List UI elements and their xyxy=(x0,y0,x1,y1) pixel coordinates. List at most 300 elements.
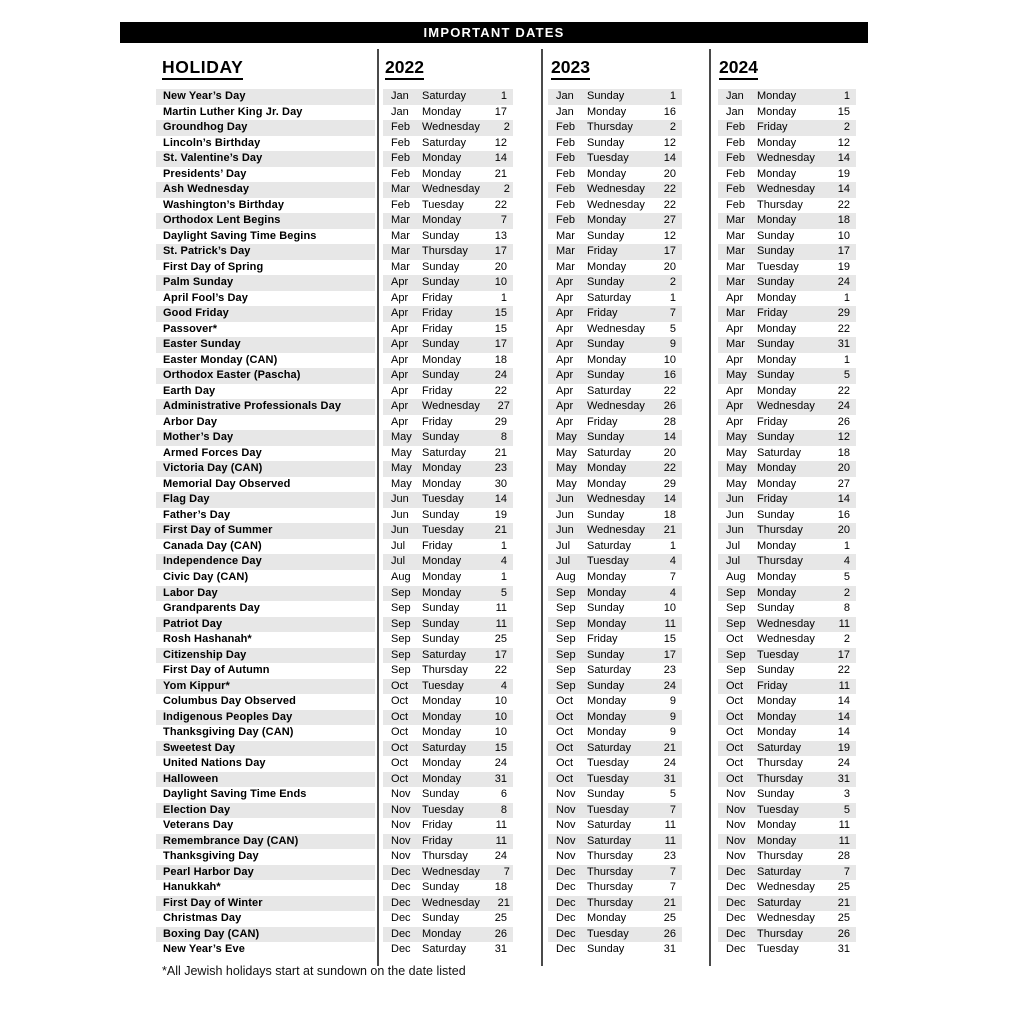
weekday-value: Sunday xyxy=(587,276,625,289)
holiday-name: Memorial Day Observed xyxy=(163,477,291,490)
weekday-value: Wednesday xyxy=(757,633,815,646)
weekday-value: Thursday xyxy=(757,524,803,537)
weekday-value: Sunday xyxy=(422,229,460,242)
month-value: Sep xyxy=(556,648,576,661)
weekday-value: Monday xyxy=(422,757,462,770)
date-cell-2024 xyxy=(718,415,856,431)
month-value: Oct xyxy=(726,710,744,723)
day-value: 10 xyxy=(837,229,850,242)
date-cell-2022 xyxy=(383,167,513,183)
weekday-value: Monday xyxy=(587,617,627,630)
date-cell-2023 xyxy=(548,632,682,648)
month-value: Dec xyxy=(391,881,411,894)
weekday-value: Saturday xyxy=(587,664,632,677)
date-cell-2024 xyxy=(718,679,856,695)
month-value: Sep xyxy=(726,664,746,677)
month-value: Mar xyxy=(556,245,575,258)
date-cell-2023 xyxy=(548,617,682,633)
date-cell-2023 xyxy=(548,492,682,508)
day-value: 14 xyxy=(837,726,850,739)
date-cell-2022 xyxy=(383,772,513,788)
month-value: Mar xyxy=(391,214,410,227)
weekday-value: Monday xyxy=(757,477,797,490)
year-column-header-2022: 2022 xyxy=(385,57,424,80)
weekday-value: Tuesday xyxy=(587,803,629,816)
holiday-name: Yom Kippur* xyxy=(156,679,375,695)
month-value: May xyxy=(556,446,577,459)
weekday-value: Friday xyxy=(587,307,618,320)
month-value: Apr xyxy=(556,384,574,397)
day-value: 20 xyxy=(663,167,676,180)
date-cell-2023 xyxy=(548,554,682,570)
weekday-value: Saturday xyxy=(757,741,802,754)
month-value: Nov xyxy=(391,803,411,816)
month-value: Feb xyxy=(556,121,575,134)
day-value: 17 xyxy=(494,105,507,118)
holiday-name: Halloween xyxy=(156,772,375,788)
date-cell-2024 xyxy=(718,213,856,229)
table-row xyxy=(120,306,868,322)
day-value: 31 xyxy=(494,772,507,785)
year-column-header-2024: 2024 xyxy=(719,57,758,80)
date-cell-2023 xyxy=(548,927,682,943)
weekday-value: Wednesday xyxy=(757,183,815,196)
day-value: 1 xyxy=(500,291,507,304)
weekday-value: Monday xyxy=(587,353,627,366)
day-value: 18 xyxy=(494,353,507,366)
day-value: 21 xyxy=(663,524,676,537)
date-cell-2024 xyxy=(718,368,856,384)
date-cell-2023 xyxy=(548,105,682,121)
date-cell-2023 xyxy=(548,446,682,462)
month-value: Jun xyxy=(726,508,744,521)
day-value: 12 xyxy=(663,229,676,242)
date-cell-2022 xyxy=(383,182,513,198)
date-cell-2022 xyxy=(383,89,513,105)
date-cell-2023 xyxy=(548,663,682,679)
day-value: 1 xyxy=(500,90,507,102)
day-value: 7 xyxy=(843,865,850,878)
weekday-value: Tuesday xyxy=(757,803,799,816)
day-value: 7 xyxy=(500,214,507,227)
table-row xyxy=(120,399,868,415)
weekday-value: Saturday xyxy=(422,648,467,661)
date-cell-2022 xyxy=(383,446,513,462)
date-cell-2024 xyxy=(718,399,856,415)
holiday-name: Patriot Day xyxy=(156,617,375,633)
month-value: Dec xyxy=(726,881,746,894)
page-title: IMPORTANT DATES xyxy=(423,25,565,40)
date-cell-2023 xyxy=(548,384,682,400)
weekday-value: Thursday xyxy=(757,850,803,863)
day-value: 10 xyxy=(494,276,507,289)
weekday-value: Wednesday xyxy=(422,896,480,909)
month-value: Nov xyxy=(726,834,746,847)
weekday-value: Sunday xyxy=(757,369,795,382)
weekday-value: Monday xyxy=(422,570,462,583)
date-cell-2024 xyxy=(718,384,856,400)
date-cell-2022 xyxy=(383,632,513,648)
table-row xyxy=(120,834,868,850)
month-value: Sep xyxy=(391,664,411,677)
holiday-column-header: HOLIDAY xyxy=(162,57,243,80)
holiday-name: Christmas Day xyxy=(163,912,242,925)
holiday-name: Ash Wednesday xyxy=(156,182,375,198)
day-value: 24 xyxy=(494,850,507,863)
weekday-value: Monday xyxy=(422,927,462,940)
weekday-value: Thursday xyxy=(587,881,633,894)
weekday-value: Sunday xyxy=(757,229,795,242)
month-value: Nov xyxy=(391,850,411,863)
date-cell-2024 xyxy=(718,477,856,493)
table-row xyxy=(120,679,868,695)
month-value: Feb xyxy=(556,136,575,149)
table-row xyxy=(120,927,868,943)
day-value: 15 xyxy=(494,741,507,754)
date-cell-2024 xyxy=(718,508,856,524)
holiday-name: Mother’s Day xyxy=(156,430,375,446)
year-column-header-2023: 2023 xyxy=(551,57,590,80)
month-value: Nov xyxy=(726,819,746,832)
day-value: 14 xyxy=(837,493,850,506)
date-cell-2022 xyxy=(383,430,513,446)
weekday-value: Saturday xyxy=(587,741,632,754)
holiday-name: Labor Day xyxy=(156,586,375,602)
weekday-value: Tuesday xyxy=(587,927,629,940)
table-row xyxy=(120,89,868,105)
weekday-value: Friday xyxy=(422,384,453,397)
date-cell-2024 xyxy=(718,492,856,508)
date-cell-2023 xyxy=(548,430,682,446)
date-cell-2024 xyxy=(718,306,856,322)
day-value: 17 xyxy=(663,245,676,258)
day-value: 20 xyxy=(837,462,850,475)
table-row xyxy=(120,275,868,291)
month-value: Apr xyxy=(726,384,744,397)
holiday-name: Presidents’ Day xyxy=(163,167,247,180)
date-cell-2024 xyxy=(718,834,856,850)
month-value: Jul xyxy=(391,555,406,568)
day-value: 17 xyxy=(494,245,507,258)
weekday-value: Sunday xyxy=(422,881,460,894)
weekday-value: Monday xyxy=(587,214,627,227)
table-row xyxy=(120,663,868,679)
month-value: Sep xyxy=(556,664,576,677)
weekday-value: Monday xyxy=(587,726,627,739)
weekday-value: Wednesday xyxy=(587,183,645,196)
date-cell-2023 xyxy=(548,89,682,105)
weekday-value: Monday xyxy=(587,477,627,490)
month-value: Apr xyxy=(556,338,574,351)
table-row xyxy=(120,182,868,198)
month-value: Jan xyxy=(391,105,409,118)
date-cell-2023 xyxy=(548,803,682,819)
month-value: Nov xyxy=(391,788,411,801)
date-cell-2024 xyxy=(718,105,856,121)
day-value: 23 xyxy=(494,462,507,475)
month-value: Feb xyxy=(726,121,745,134)
weekday-value: Monday xyxy=(757,462,797,475)
day-value: 11 xyxy=(838,819,850,832)
date-cell-2022 xyxy=(383,291,513,307)
weekday-value: Sunday xyxy=(422,602,460,615)
month-value: Apr xyxy=(391,307,409,320)
month-value: Jun xyxy=(391,493,409,506)
month-value: Jul xyxy=(726,539,741,552)
weekday-value: Friday xyxy=(422,819,453,832)
weekday-value: Wednesday xyxy=(587,524,645,537)
date-cell-2024 xyxy=(718,198,856,214)
date-cell-2023 xyxy=(548,849,682,865)
weekday-value: Tuesday xyxy=(422,524,464,537)
month-value: Mar xyxy=(391,245,410,258)
month-value: Feb xyxy=(556,183,575,196)
month-value: Apr xyxy=(391,338,409,351)
date-cell-2024 xyxy=(718,291,856,307)
weekday-value: Saturday xyxy=(587,446,632,459)
month-value: Oct xyxy=(391,726,409,739)
day-value: 21 xyxy=(837,896,850,909)
weekday-value: Friday xyxy=(422,291,453,304)
weekday-value: Sunday xyxy=(587,679,625,692)
date-cell-2022 xyxy=(383,834,513,850)
weekday-value: Monday xyxy=(422,772,462,785)
month-value: Dec xyxy=(391,865,411,878)
month-value: Apr xyxy=(391,369,409,382)
month-value: Feb xyxy=(391,167,410,180)
date-cell-2023 xyxy=(548,601,682,617)
day-value: 14 xyxy=(494,493,507,506)
day-value: 27 xyxy=(497,400,510,413)
date-cell-2024 xyxy=(718,787,856,803)
table-row xyxy=(120,384,868,400)
day-value: 12 xyxy=(837,136,850,149)
day-value: 29 xyxy=(837,307,850,320)
day-value: 30 xyxy=(494,477,507,490)
date-cell-2022 xyxy=(383,399,513,415)
day-value: 19 xyxy=(837,741,850,754)
table-row xyxy=(120,539,868,555)
date-cell-2022 xyxy=(383,539,513,555)
date-cell-2024 xyxy=(718,523,856,539)
weekday-value: Friday xyxy=(757,415,788,428)
date-cell-2023 xyxy=(548,710,682,726)
date-cell-2022 xyxy=(383,710,513,726)
day-value: 9 xyxy=(669,695,676,708)
month-value: Apr xyxy=(391,322,409,335)
weekday-value: Saturday xyxy=(422,741,467,754)
day-value: 15 xyxy=(663,633,676,646)
date-cell-2023 xyxy=(548,679,682,695)
day-value: 9 xyxy=(669,726,676,739)
day-value: 10 xyxy=(663,602,676,615)
table-row xyxy=(120,570,868,586)
weekday-value: Wednesday xyxy=(587,198,645,211)
month-value: Feb xyxy=(556,214,575,227)
table-row xyxy=(120,896,868,912)
day-value: 27 xyxy=(663,214,676,227)
weekday-value: Monday xyxy=(422,152,462,165)
day-value: 12 xyxy=(494,136,507,149)
holiday-name: Arbor Day xyxy=(163,415,218,428)
month-value: May xyxy=(556,462,577,475)
month-value: Oct xyxy=(556,695,574,708)
month-value: Feb xyxy=(556,167,575,180)
day-value: 22 xyxy=(494,384,507,397)
day-value: 23 xyxy=(663,850,676,863)
holiday-name: Thanksgiving Day xyxy=(163,850,259,863)
weekday-value: Sunday xyxy=(757,788,795,801)
day-value: 18 xyxy=(494,881,507,894)
date-cell-2024 xyxy=(718,430,856,446)
month-value: Nov xyxy=(556,819,576,832)
day-value: 9 xyxy=(669,338,676,351)
date-cell-2022 xyxy=(383,477,513,493)
month-value: May xyxy=(556,431,577,444)
day-value: 14 xyxy=(663,493,676,506)
month-value: Nov xyxy=(556,850,576,863)
day-value: 29 xyxy=(494,415,507,428)
table-row xyxy=(120,151,868,167)
table-row xyxy=(120,617,868,633)
month-value: Dec xyxy=(556,927,576,940)
month-value: Apr xyxy=(391,384,409,397)
weekday-value: Sunday xyxy=(422,508,460,521)
day-value: 22 xyxy=(663,183,676,196)
day-value: 22 xyxy=(494,198,507,211)
month-value: Oct xyxy=(391,757,409,770)
month-value: Oct xyxy=(391,772,409,785)
holiday-name: Washington’s Birthday xyxy=(163,198,285,211)
date-cell-2022 xyxy=(383,725,513,741)
day-value: 20 xyxy=(494,260,507,273)
date-cell-2023 xyxy=(548,213,682,229)
weekday-value: Friday xyxy=(757,121,788,134)
date-cell-2022 xyxy=(383,679,513,695)
holiday-name: United Nations Day xyxy=(163,757,266,770)
weekday-value: Friday xyxy=(422,415,453,428)
weekday-value: Saturday xyxy=(422,446,467,459)
weekday-value: Monday xyxy=(757,384,797,397)
month-value: Apr xyxy=(556,353,574,366)
date-cell-2022 xyxy=(383,554,513,570)
weekday-value: Monday xyxy=(422,462,462,475)
weekday-value: Wednesday xyxy=(757,617,815,630)
date-cell-2023 xyxy=(548,942,682,958)
day-value: 1 xyxy=(843,353,850,366)
month-value: Apr xyxy=(391,353,409,366)
weekday-value: Wednesday xyxy=(587,400,645,413)
day-value: 11 xyxy=(495,819,507,832)
date-cell-2022 xyxy=(383,105,513,121)
date-cell-2024 xyxy=(718,818,856,834)
table-row xyxy=(120,818,868,834)
table-row xyxy=(120,523,868,539)
day-value: 10 xyxy=(494,726,507,739)
table-row xyxy=(120,353,868,369)
date-cell-2023 xyxy=(548,461,682,477)
holiday-name: Pearl Harbor Day xyxy=(156,865,375,881)
date-cell-2022 xyxy=(383,927,513,943)
day-value: 6 xyxy=(500,788,507,801)
holiday-name: Easter Sunday xyxy=(156,337,375,353)
weekday-value: Monday xyxy=(757,136,797,149)
day-value: 31 xyxy=(663,943,676,956)
date-cell-2023 xyxy=(548,275,682,291)
table-row xyxy=(120,446,868,462)
weekday-value: Monday xyxy=(422,726,462,739)
date-cell-2023 xyxy=(548,260,682,276)
day-value: 20 xyxy=(837,524,850,537)
day-value: 26 xyxy=(663,927,676,940)
weekday-value: Sunday xyxy=(757,664,795,677)
date-cell-2024 xyxy=(718,942,856,958)
holiday-name: Orthodox Lent Begins xyxy=(156,213,375,229)
month-value: May xyxy=(391,462,412,475)
month-value: May xyxy=(391,431,412,444)
month-value: Oct xyxy=(726,757,744,770)
date-cell-2022 xyxy=(383,368,513,384)
day-value: 25 xyxy=(494,912,507,925)
day-value: 15 xyxy=(494,307,507,320)
day-value: 26 xyxy=(663,400,676,413)
weekday-value: Sunday xyxy=(422,260,460,273)
day-value: 31 xyxy=(494,943,507,956)
day-value: 2 xyxy=(669,121,676,134)
month-value: Apr xyxy=(556,400,574,413)
footnote: *All Jewish holidays start at sundown on the date listed xyxy=(162,964,466,978)
date-cell-2024 xyxy=(718,865,856,881)
month-value: Nov xyxy=(726,803,746,816)
weekday-value: Sunday xyxy=(422,788,460,801)
day-value: 24 xyxy=(837,276,850,289)
date-cell-2024 xyxy=(718,725,856,741)
day-value: 25 xyxy=(494,633,507,646)
month-value: Apr xyxy=(726,322,744,335)
date-cell-2024 xyxy=(718,632,856,648)
date-cell-2024 xyxy=(718,663,856,679)
date-cell-2023 xyxy=(548,694,682,710)
month-value: Sep xyxy=(726,586,746,599)
date-cell-2024 xyxy=(718,353,856,369)
weekday-value: Tuesday xyxy=(587,757,629,770)
month-value: Feb xyxy=(391,198,410,211)
day-value: 21 xyxy=(494,167,507,180)
date-cell-2024 xyxy=(718,601,856,617)
date-cell-2022 xyxy=(383,120,513,136)
weekday-value: Wednesday xyxy=(422,865,480,878)
weekday-value: Tuesday xyxy=(757,648,799,661)
date-cell-2022 xyxy=(383,617,513,633)
month-value: Aug xyxy=(391,570,411,583)
date-cell-2024 xyxy=(718,586,856,602)
date-cell-2022 xyxy=(383,322,513,338)
day-value: 10 xyxy=(494,695,507,708)
day-value: 22 xyxy=(494,664,507,677)
month-value: Mar xyxy=(391,229,410,242)
day-value: 2 xyxy=(503,183,510,196)
date-cell-2022 xyxy=(383,586,513,602)
holiday-name: Indigenous Peoples Day xyxy=(156,710,375,726)
date-cell-2024 xyxy=(718,710,856,726)
weekday-value: Wednesday xyxy=(422,400,480,413)
day-value: 2 xyxy=(843,121,850,134)
date-cell-2023 xyxy=(548,523,682,539)
date-cell-2022 xyxy=(383,865,513,881)
month-value: Dec xyxy=(391,896,411,909)
weekday-value: Saturday xyxy=(422,136,467,149)
month-value: Feb xyxy=(726,183,745,196)
